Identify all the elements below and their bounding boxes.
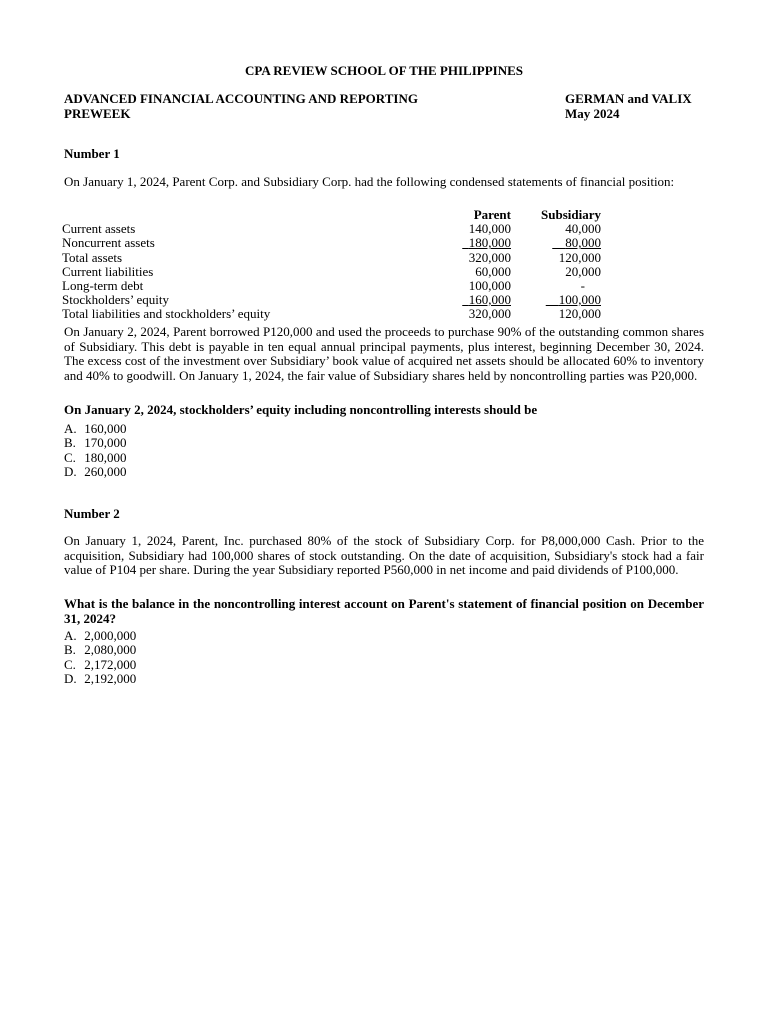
table-row (62, 251, 607, 265)
problem-1-body: On January 2, 2024, Parent borrowed P120,000 and used the proceeds to purchase 90% of the outstanding common shares of Subsidiary. This debt is payable in ten equal annual principal payments, plus interest, beginning December 30, 2024. The excess cost of the investment over Subsidiary’ book value of acquired net assets should be allocated 60% to inventory and 40% to goodwill. On January 1, 2024, the fair value of Subsidiary shares held by noncontrolling parties was P20,000. (64, 324, 704, 383)
authors: GERMAN and VALIX (565, 91, 692, 106)
problem-1-choices (64, 422, 127, 480)
row-label: Total liabilities and stockholders’ equity (62, 306, 271, 322)
parent-value: 160,000 (468, 292, 511, 308)
row-label: Current assets (62, 221, 136, 237)
table-row (62, 307, 607, 321)
row-label: Stockholders’ equity (62, 292, 169, 308)
table-row (62, 236, 607, 250)
problem-1-title: Number 1 (64, 146, 120, 161)
row-label: Noncurrent assets (62, 235, 155, 251)
parent-value: 320,000 (468, 249, 511, 265)
subject-line-1: ADVANCED FINANCIAL ACCOUNTING AND REPORTING (64, 91, 418, 106)
subsidiary-value: - (580, 277, 585, 293)
parent-value: 320,000 (468, 306, 511, 322)
choice-b[interactable]: B. 2,080,000 (64, 642, 137, 658)
row-label: Long-term debt (62, 277, 144, 293)
subsidiary-value: 100,000 (558, 292, 601, 308)
subject-line-2: PREWEEK (64, 105, 131, 121)
choice-a[interactable]: A. 160,000 (64, 421, 127, 436)
table-row (62, 279, 607, 293)
choice-c[interactable]: C. 180,000 (64, 449, 127, 465)
table-row (62, 293, 607, 307)
choice-d[interactable]: D. 260,000 (64, 464, 127, 480)
table-header-row (62, 208, 607, 222)
financial-position-table (62, 208, 607, 322)
parent-value: 60,000 (475, 263, 511, 279)
parent-value: 180,000 (468, 235, 511, 251)
subject-heading (64, 92, 418, 121)
choice-d[interactable]: D. 2,192,000 (64, 671, 137, 687)
problem-2-title: Number 2 (64, 506, 120, 521)
subsidiary-value: 120,000 (558, 249, 601, 265)
problem-1-question: On January 2, 2024, stockholders’ equity including noncontrolling interests should be (64, 402, 538, 417)
problem-2-question: What is the balance in the noncontrolling interest account on Parent's statement of financial position on December 31, 2024? (64, 596, 704, 626)
header-parent: Parent (473, 207, 511, 222)
table-row (62, 265, 607, 279)
subsidiary-value: 120,000 (558, 306, 601, 322)
header-subsidiary: Subsidiary (541, 207, 601, 222)
choice-c[interactable]: C. 2,172,000 (64, 656, 137, 672)
parent-value: 100,000 (468, 277, 511, 293)
subsidiary-value: 20,000 (565, 263, 601, 279)
choice-b[interactable]: B. 170,000 (64, 435, 127, 451)
author-heading (565, 92, 692, 121)
school-title: CPA REVIEW SCHOOL OF THE PHILIPPINES (245, 63, 523, 78)
problem-2-body: On January 1, 2024, Parent, Inc. purchased 80% of the stock of Subsidiary Corp. for P8,000,000 Cash. Prior to the acquisition, Subsidiary had 100,000 shares of stock outstanding. On the date of acquisition, Subsidiary's stock had a fair value of P104 per share. During the year Subsidiary reported P560,000 in net income and paid dividends of P100,000. (64, 533, 704, 577)
exam-date: May 2024 (565, 105, 620, 121)
subsidiary-value: 40,000 (565, 221, 601, 237)
choice-a[interactable]: A. 2,000,000 (64, 628, 137, 643)
subsidiary-value: 80,000 (565, 235, 601, 251)
problem-1-intro: On January 1, 2024, Parent Corp. and Subsidiary Corp. had the following condensed statements of financial position: (64, 174, 675, 189)
row-label: Total assets (62, 249, 123, 265)
problem-2-choices (64, 629, 136, 687)
row-label: Current liabilities (62, 263, 154, 279)
table-row (62, 222, 607, 236)
parent-value: 140,000 (468, 221, 511, 237)
